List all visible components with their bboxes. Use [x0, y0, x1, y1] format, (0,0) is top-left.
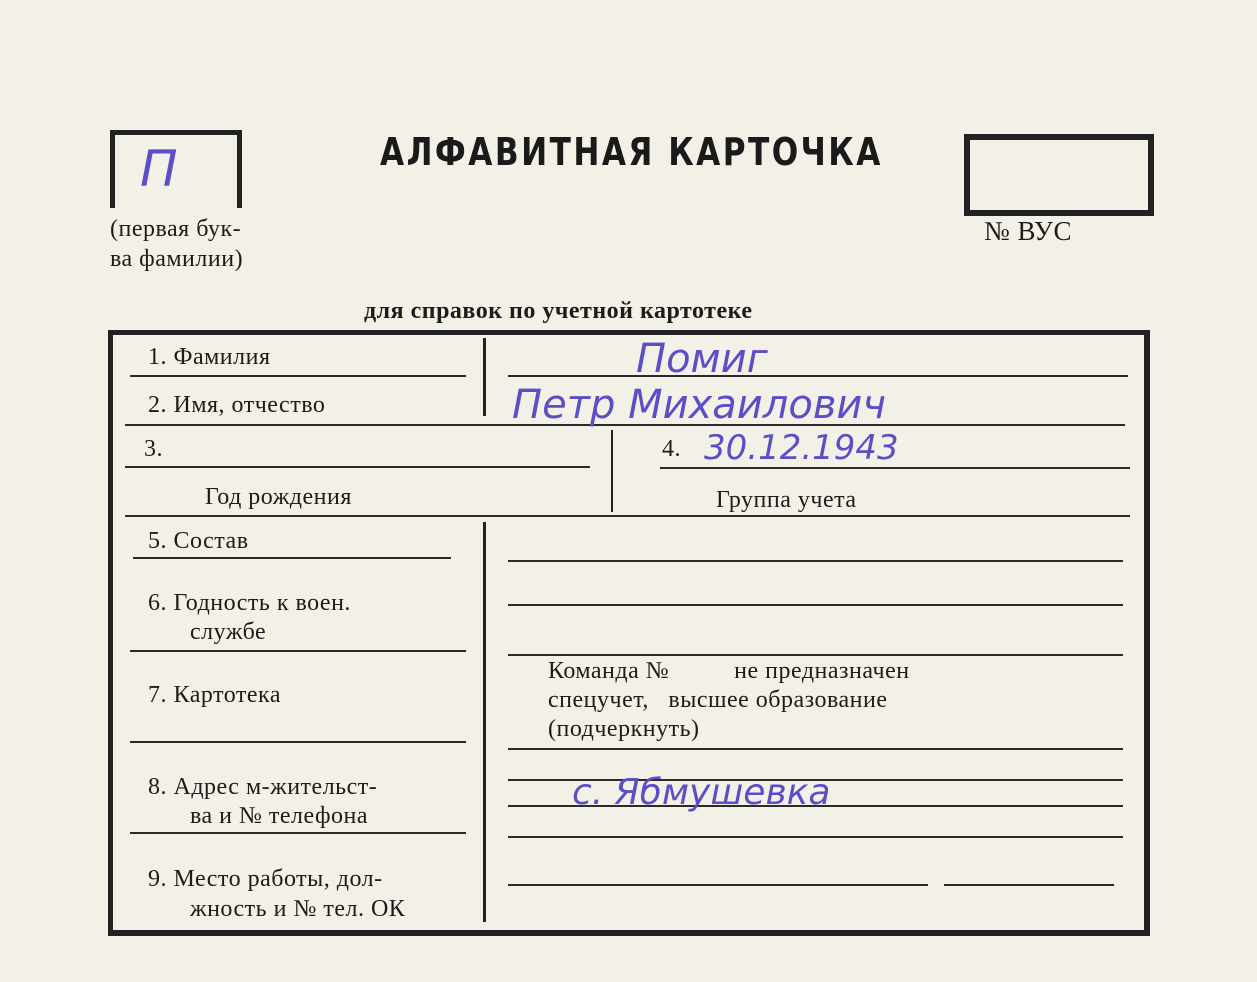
vus-label: № ВУС: [984, 216, 1072, 246]
line-r-c: [508, 654, 1123, 656]
line-f8: [130, 832, 466, 834]
line-r-b: [508, 604, 1123, 606]
field-2-label: 2. Имя, отчество: [148, 392, 326, 418]
field-1-label: 1. Фамилия: [148, 344, 271, 370]
field-9-label-line2: жность и № тел. ОК: [190, 896, 406, 922]
field-7-text-line1: Команда № не предназначен: [548, 658, 910, 684]
field-8-value-address: с. Ябмушевка: [572, 772, 831, 813]
line-r-h: [508, 884, 928, 886]
card-subtitle: для справок по учетной картотеке: [364, 298, 753, 324]
field-4-caption-group: Группа учета: [716, 487, 857, 513]
vus-box: [964, 134, 1154, 216]
field-1-value-surname: Помиг: [636, 336, 768, 382]
field-3-caption-birth-year: Год рождения: [205, 484, 352, 510]
first-letter-value: П: [140, 140, 178, 198]
line-f3: [125, 466, 590, 468]
field-9-label-line1: 9. Место работы, дол-: [148, 866, 383, 892]
line-f1-value: [508, 375, 1128, 377]
field-8-label-line1: 8. Адрес м-жительст-: [148, 774, 378, 800]
line-r-d: [508, 748, 1123, 750]
field-5-label: 5. Состав: [148, 528, 249, 554]
field-3-label: 3.: [144, 436, 163, 462]
line-f5: [133, 557, 451, 559]
line-r-a: [508, 560, 1123, 562]
line-r-g: [508, 836, 1123, 838]
field-6-label-line1: 6. Годность к воен.: [148, 590, 351, 616]
divider-vertical-top: [483, 338, 486, 416]
field-8-label-line2: ва и № телефона: [190, 803, 369, 829]
divider-vertical-bottom: [483, 522, 486, 922]
field-4-label: 4.: [662, 436, 681, 462]
card-title: АЛФАВИТНАЯ КАРТОЧКА: [380, 130, 883, 174]
line-f1: [130, 375, 466, 377]
line-f6: [130, 650, 466, 652]
line-r-i: [944, 884, 1114, 886]
field-4-value-date: 30.12.1943: [704, 428, 899, 468]
line-f7: [130, 741, 466, 743]
first-letter-caption-line2: ва фамилии): [110, 246, 244, 272]
field-7-label: 7. Картотека: [148, 682, 281, 708]
line-group-row: [125, 515, 1130, 517]
divider-vertical-mid: [611, 430, 613, 512]
field-7-text-line3: (подчеркнуть): [548, 716, 700, 742]
first-letter-caption-line1: (первая бук-: [110, 216, 242, 242]
field-6-label-line2: службе: [190, 619, 267, 645]
field-2-value-name-patronymic: Петр Михаилович: [512, 382, 887, 428]
field-7-text-line2: спецучет, высшее образование: [548, 687, 888, 713]
